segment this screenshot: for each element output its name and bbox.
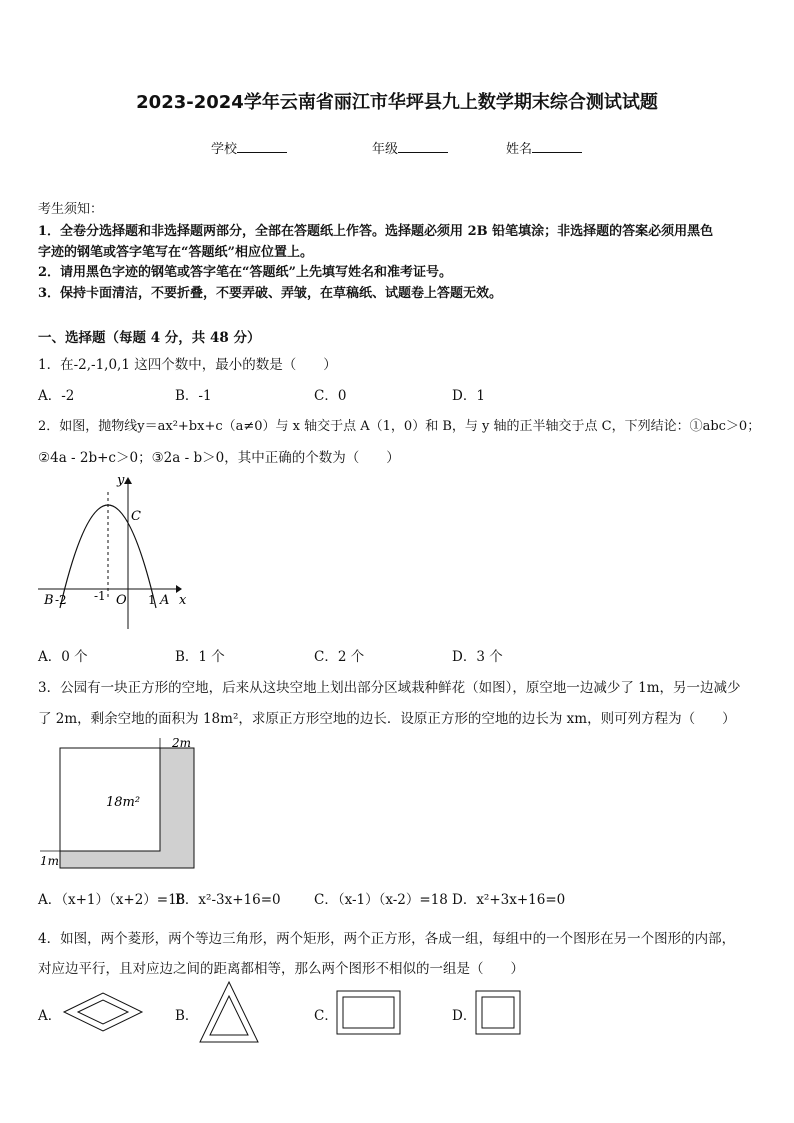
label-1m: 1m [40, 854, 60, 868]
q1-option-c[interactable]: C．0 [314, 388, 347, 404]
q4-rhombus-figure [62, 990, 144, 1034]
notice-item-3: 3．保持卡面清洁，不要折叠，不要弄破、弄皱，在草稿纸、试题卷上答题无效。 [38, 286, 503, 301]
q3-option-b[interactable]: B．x²-3x+16=0 [175, 892, 281, 908]
q3-square-figure [36, 734, 206, 874]
inner-square [482, 997, 514, 1028]
q1-option-b[interactable]: B．-1 [175, 388, 212, 404]
q2-option-d[interactable]: D．3 个 [452, 649, 503, 665]
name-label: 姓名 [506, 142, 533, 157]
q4-option-c[interactable]: C． [314, 1008, 338, 1024]
page-title: 2023-2024学年云南省丽江市华坪县九上数学期末综合测试试题 [136, 92, 658, 113]
school-label: 学校 [211, 142, 238, 157]
grade-field [372, 138, 448, 157]
section-heading: 一、选择题（每题 4 分，共 48 分） [38, 330, 261, 346]
name-blank [532, 139, 582, 153]
x-axis-arrow [176, 585, 182, 593]
inner-rhombus [78, 1000, 128, 1024]
notice-item-1a: 1．全卷分选择题和非选择题两部分，全部在答题纸上作答。选择题必须用 2B 铅笔填涂；非选择题的答案必须用黑色 [38, 224, 714, 239]
label-2m: 2m [172, 736, 192, 750]
point-b-label: B [44, 593, 54, 608]
grade-label: 年级 [372, 142, 399, 157]
inner-rectangle [343, 997, 394, 1028]
q2-option-a[interactable]: A．0 个 [38, 649, 88, 665]
q4-stem-a: 4．如图，两个菱形，两个等边三角形，两个矩形，两个正方形，各成一组，每组中的一个图形在另一个图形的内部， [38, 931, 736, 947]
origin-label: O [116, 593, 127, 608]
school-blank [237, 139, 287, 153]
q3-option-c[interactable]: C．（x-1）（x-2）=18 [314, 892, 448, 908]
outer-triangle [200, 982, 258, 1042]
q1-stem: 1．在-2,-1,0,1 这四个数中，最小的数是（ ） [38, 357, 337, 373]
q2-parabola-figure [36, 472, 186, 634]
q3-option-a[interactable]: A．（x+1）（x+2）=18 [38, 892, 186, 908]
q4-stem-b: 对应边平行，且对应边之间的距离都相等，那么两个图形不相似的一组是（ ） [38, 961, 524, 977]
q2-stem-a: 2．如图，抛物线y＝ax²+bx+c（a≠0）与 x 轴交于点 A（1，0）和 B，与 y 轴的正半轴交于点 C，下列结论：①abc＞0； [38, 419, 761, 434]
q4-triangle-figure [198, 980, 260, 1044]
q2-option-c[interactable]: C．2 个 [314, 649, 365, 665]
point-c-label: C [131, 509, 141, 524]
x-label: x [179, 593, 186, 608]
outer-rhombus [64, 993, 142, 1031]
q4-option-a[interactable]: A． [38, 1008, 62, 1024]
label-area: 18m² [106, 795, 141, 810]
inner-triangle [210, 996, 248, 1035]
grade-blank [398, 139, 448, 153]
tick-neg2: -2 [55, 593, 67, 607]
parabola-curve [60, 505, 156, 608]
y-axis-arrow [124, 477, 132, 484]
q2-option-b[interactable]: B．1 个 [175, 649, 225, 665]
tick-1: 1 [148, 593, 156, 607]
notice-item-2: 2．请用黑色字迹的钢笔或答字笔在“答题纸”上先填写姓名和准考证号。 [38, 265, 453, 280]
q4-square-figure [475, 990, 523, 1036]
q3-stem-a: 3．公园有一块正方形的空地，后来从这块空地上划出部分区域栽种鲜花（如图），原空地一边减少了 1m，另一边减少 [38, 680, 741, 696]
notice-heading: 考生须知： [38, 202, 104, 217]
q4-option-b[interactable]: B． [175, 1008, 199, 1024]
q4-rectangle-figure [336, 990, 402, 1036]
q2-stem-b: ②4a - 2b+c＞0；③2a - b＞0，其中正确的个数为（ ） [38, 450, 400, 466]
school-field [211, 138, 287, 157]
notice-item-1b: 字迹的钢笔或答字笔写在“答题纸”相应位置上。 [38, 245, 313, 260]
point-a-label: A [160, 593, 170, 608]
q4-option-d[interactable]: D． [452, 1008, 477, 1024]
q3-stem-b: 了 2m，剩余空地的面积为 18m²，求原正方形空地的边长．设原正方形的空地的边长为 xm，则可列方程为（ ） [38, 711, 736, 727]
q3-option-d[interactable]: D．x²+3x+16=0 [452, 892, 566, 908]
y-label: y [117, 473, 125, 488]
q1-option-a[interactable]: A．-2 [38, 388, 75, 404]
q1-option-d[interactable]: D．1 [452, 388, 485, 404]
tick-neg1: -1 [94, 589, 106, 603]
name-field [506, 138, 582, 157]
